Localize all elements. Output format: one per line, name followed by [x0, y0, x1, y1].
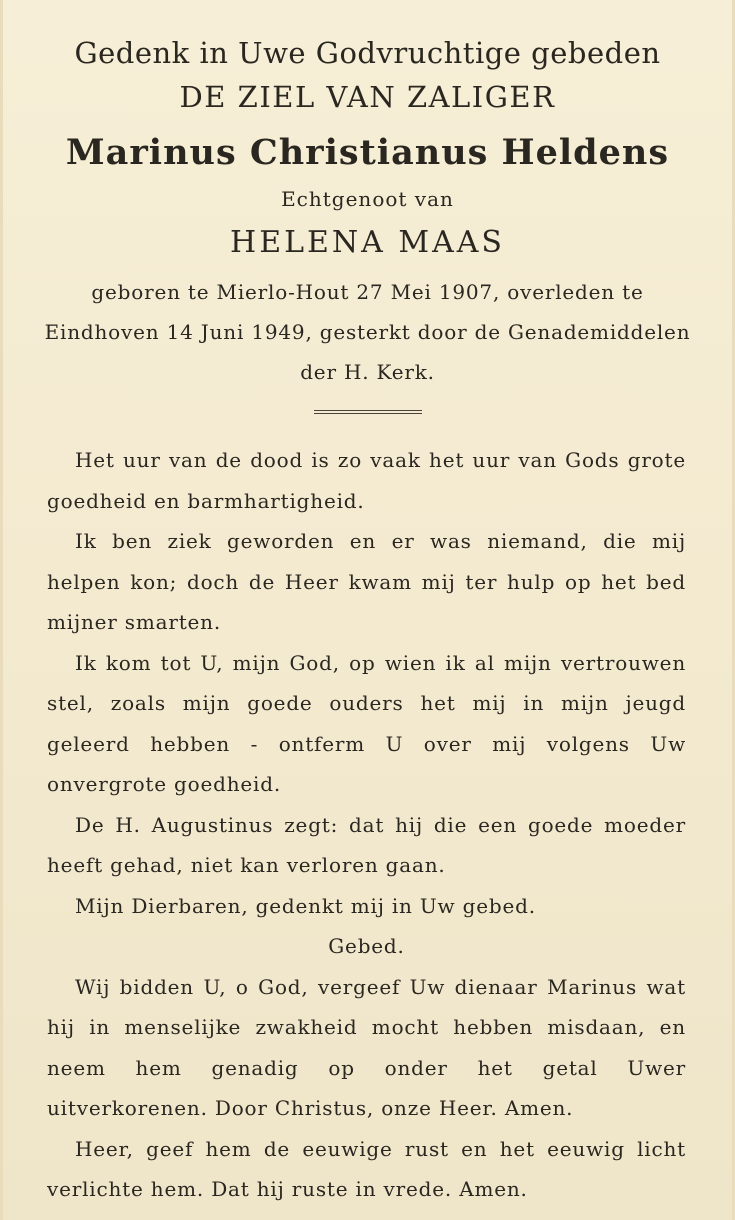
prayer-title: Gebed. [328, 934, 405, 958]
spouse-name: HELENA MAAS [230, 225, 505, 260]
paragraph: Ik kom tot U, mijn God, op wien ik al mijn vertrouwen stel, zoals mijn goede ouders het mij in mijn jeugd geleerd hebben - ontferm U over mij volgens Uw onvergrote goedheid. [47, 650, 686, 796]
card-body [3, 440, 732, 1210]
divider [314, 410, 422, 414]
prayer-paragraph: Heer, geef hem de eeuwige rust en het eeuwig licht verlichte hem. Dat hij ruste in vrede. Amen. [47, 1136, 686, 1201]
prayer-paragraph: Wij bidden U, o God, vergeef Uw dienaar Marinus wat hij in menselijke zwakheid mocht hebben misdaan, en neem hem genadig op onder het getal Uwer uitverkorenen. Door Christus, onze Heer. Amen. [47, 974, 686, 1120]
paragraph: Ik ben ziek geworden en er was niemand, die mij helpen kon; doch de Heer kwam mij ter hulp op het bed mijner smarten. [47, 529, 686, 634]
paragraph: De H. Augustinus zegt: dat hij die een goede moeder heeft gehad, niet kan verloren gaan. [47, 812, 686, 877]
paragraph: Het uur van de dood is zo vaak het uur van Gods grote goedheid en barmhartigheid. [47, 448, 686, 513]
relation-label: Echtgenoot van [281, 187, 454, 211]
intro-line: Gedenk in Uwe Godvruchtige gebeden [74, 36, 661, 70]
card-header [3, 0, 732, 392]
deceased-name: Marinus Christianus Heldens [65, 132, 670, 173]
soul-line: DE ZIEL VAN ZALIGER [179, 80, 556, 114]
paragraph: Mijn Dierbaren, gedenkt mij in Uw gebed. [75, 893, 536, 918]
birth-death-text: geboren te Mierlo-Hout 27 Mei 1907, overleden te Eindhoven 14 Juni 1949, gesterkt door de Genademiddelen der H. Kerk. [44, 280, 691, 384]
